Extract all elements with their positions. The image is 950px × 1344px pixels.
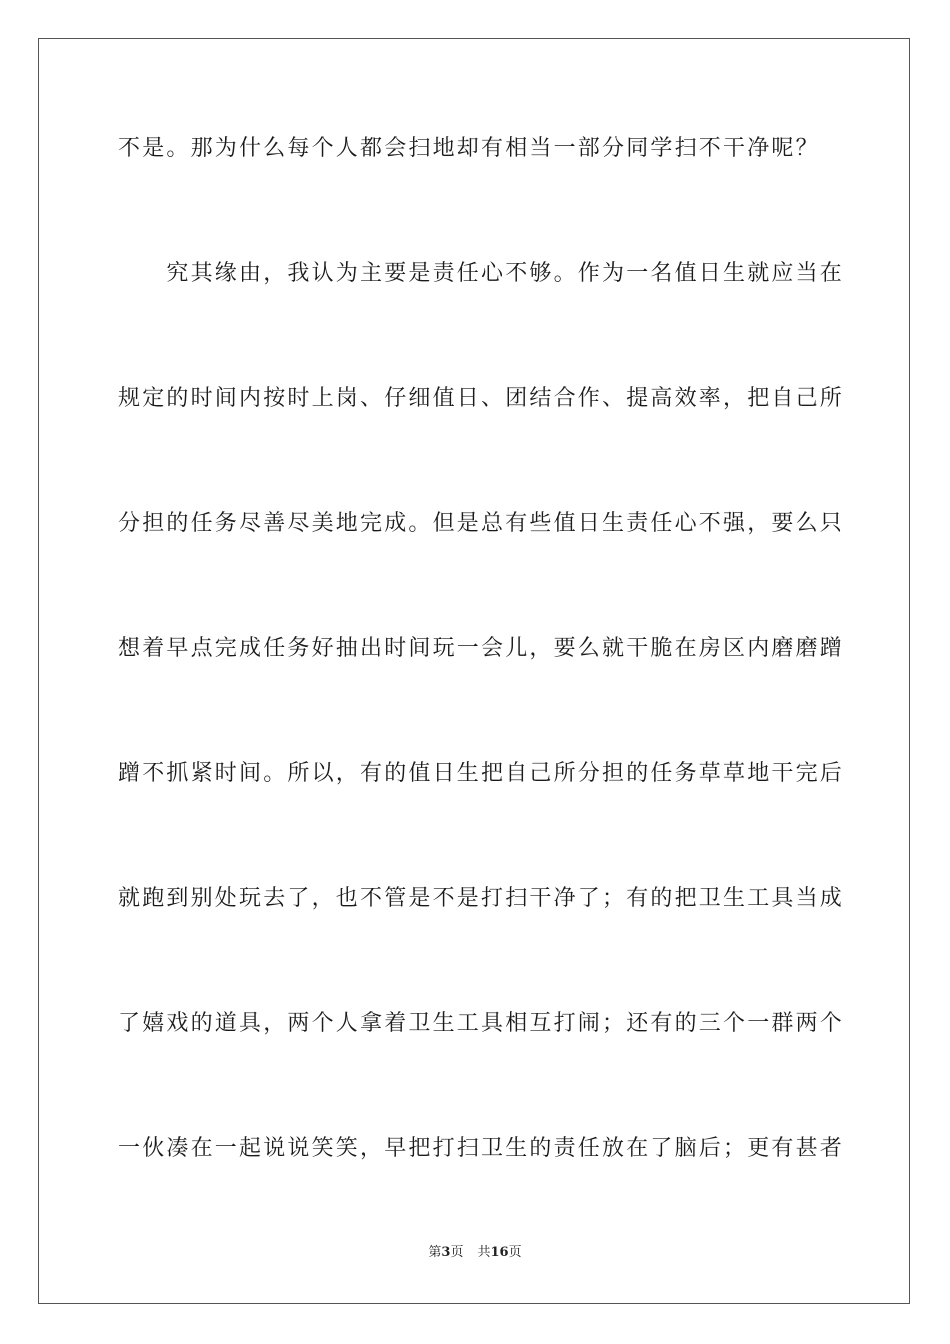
text-line: 蹭不抓紧时间。所以，有的值日生把自己所分担的任务草草地干完后 [118,761,845,786]
text-line: 不是。那为什么每个人都会扫地却有相当一部分同学扫不干净呢？ [118,136,820,161]
text-line: 了嬉戏的道具，两个人拿着卫生工具相互打闹；还有的三个一群两个 [118,1011,845,1036]
page-number: 3 [441,1245,451,1260]
text-line: 想着早点完成任务好抽出时间玩一会儿，要么就干脆在房区内磨磨蹭 [118,636,845,661]
page-border [38,38,910,1304]
text-line: 分担的任务尽善尽美地完成。但是总有些值日生责任心不强，要么只 [118,511,845,536]
text-line: 规定的时间内按时上岗、仔细值日、团结合作、提高效率，把自己所 [118,386,845,411]
page-label-suffix: 页 [450,1245,464,1260]
total-pages: 16 [490,1245,509,1260]
page-label-prefix: 第 [428,1245,442,1260]
total-label-suffix: 页 [508,1245,522,1260]
text-line: 一伙凑在一起说说笑笑，早把打扫卫生的责任放在了脑后；更有甚者 [118,1136,845,1161]
page-footer [0,1244,950,1262]
total-label-prefix: 共 [477,1245,491,1260]
text-line: 就跑到别处玩去了，也不管是不是打扫干净了；有的把卫生工具当成 [118,886,845,911]
text-line: 究其缘由，我认为主要是责任心不够。作为一名值日生就应当在 [118,261,845,286]
